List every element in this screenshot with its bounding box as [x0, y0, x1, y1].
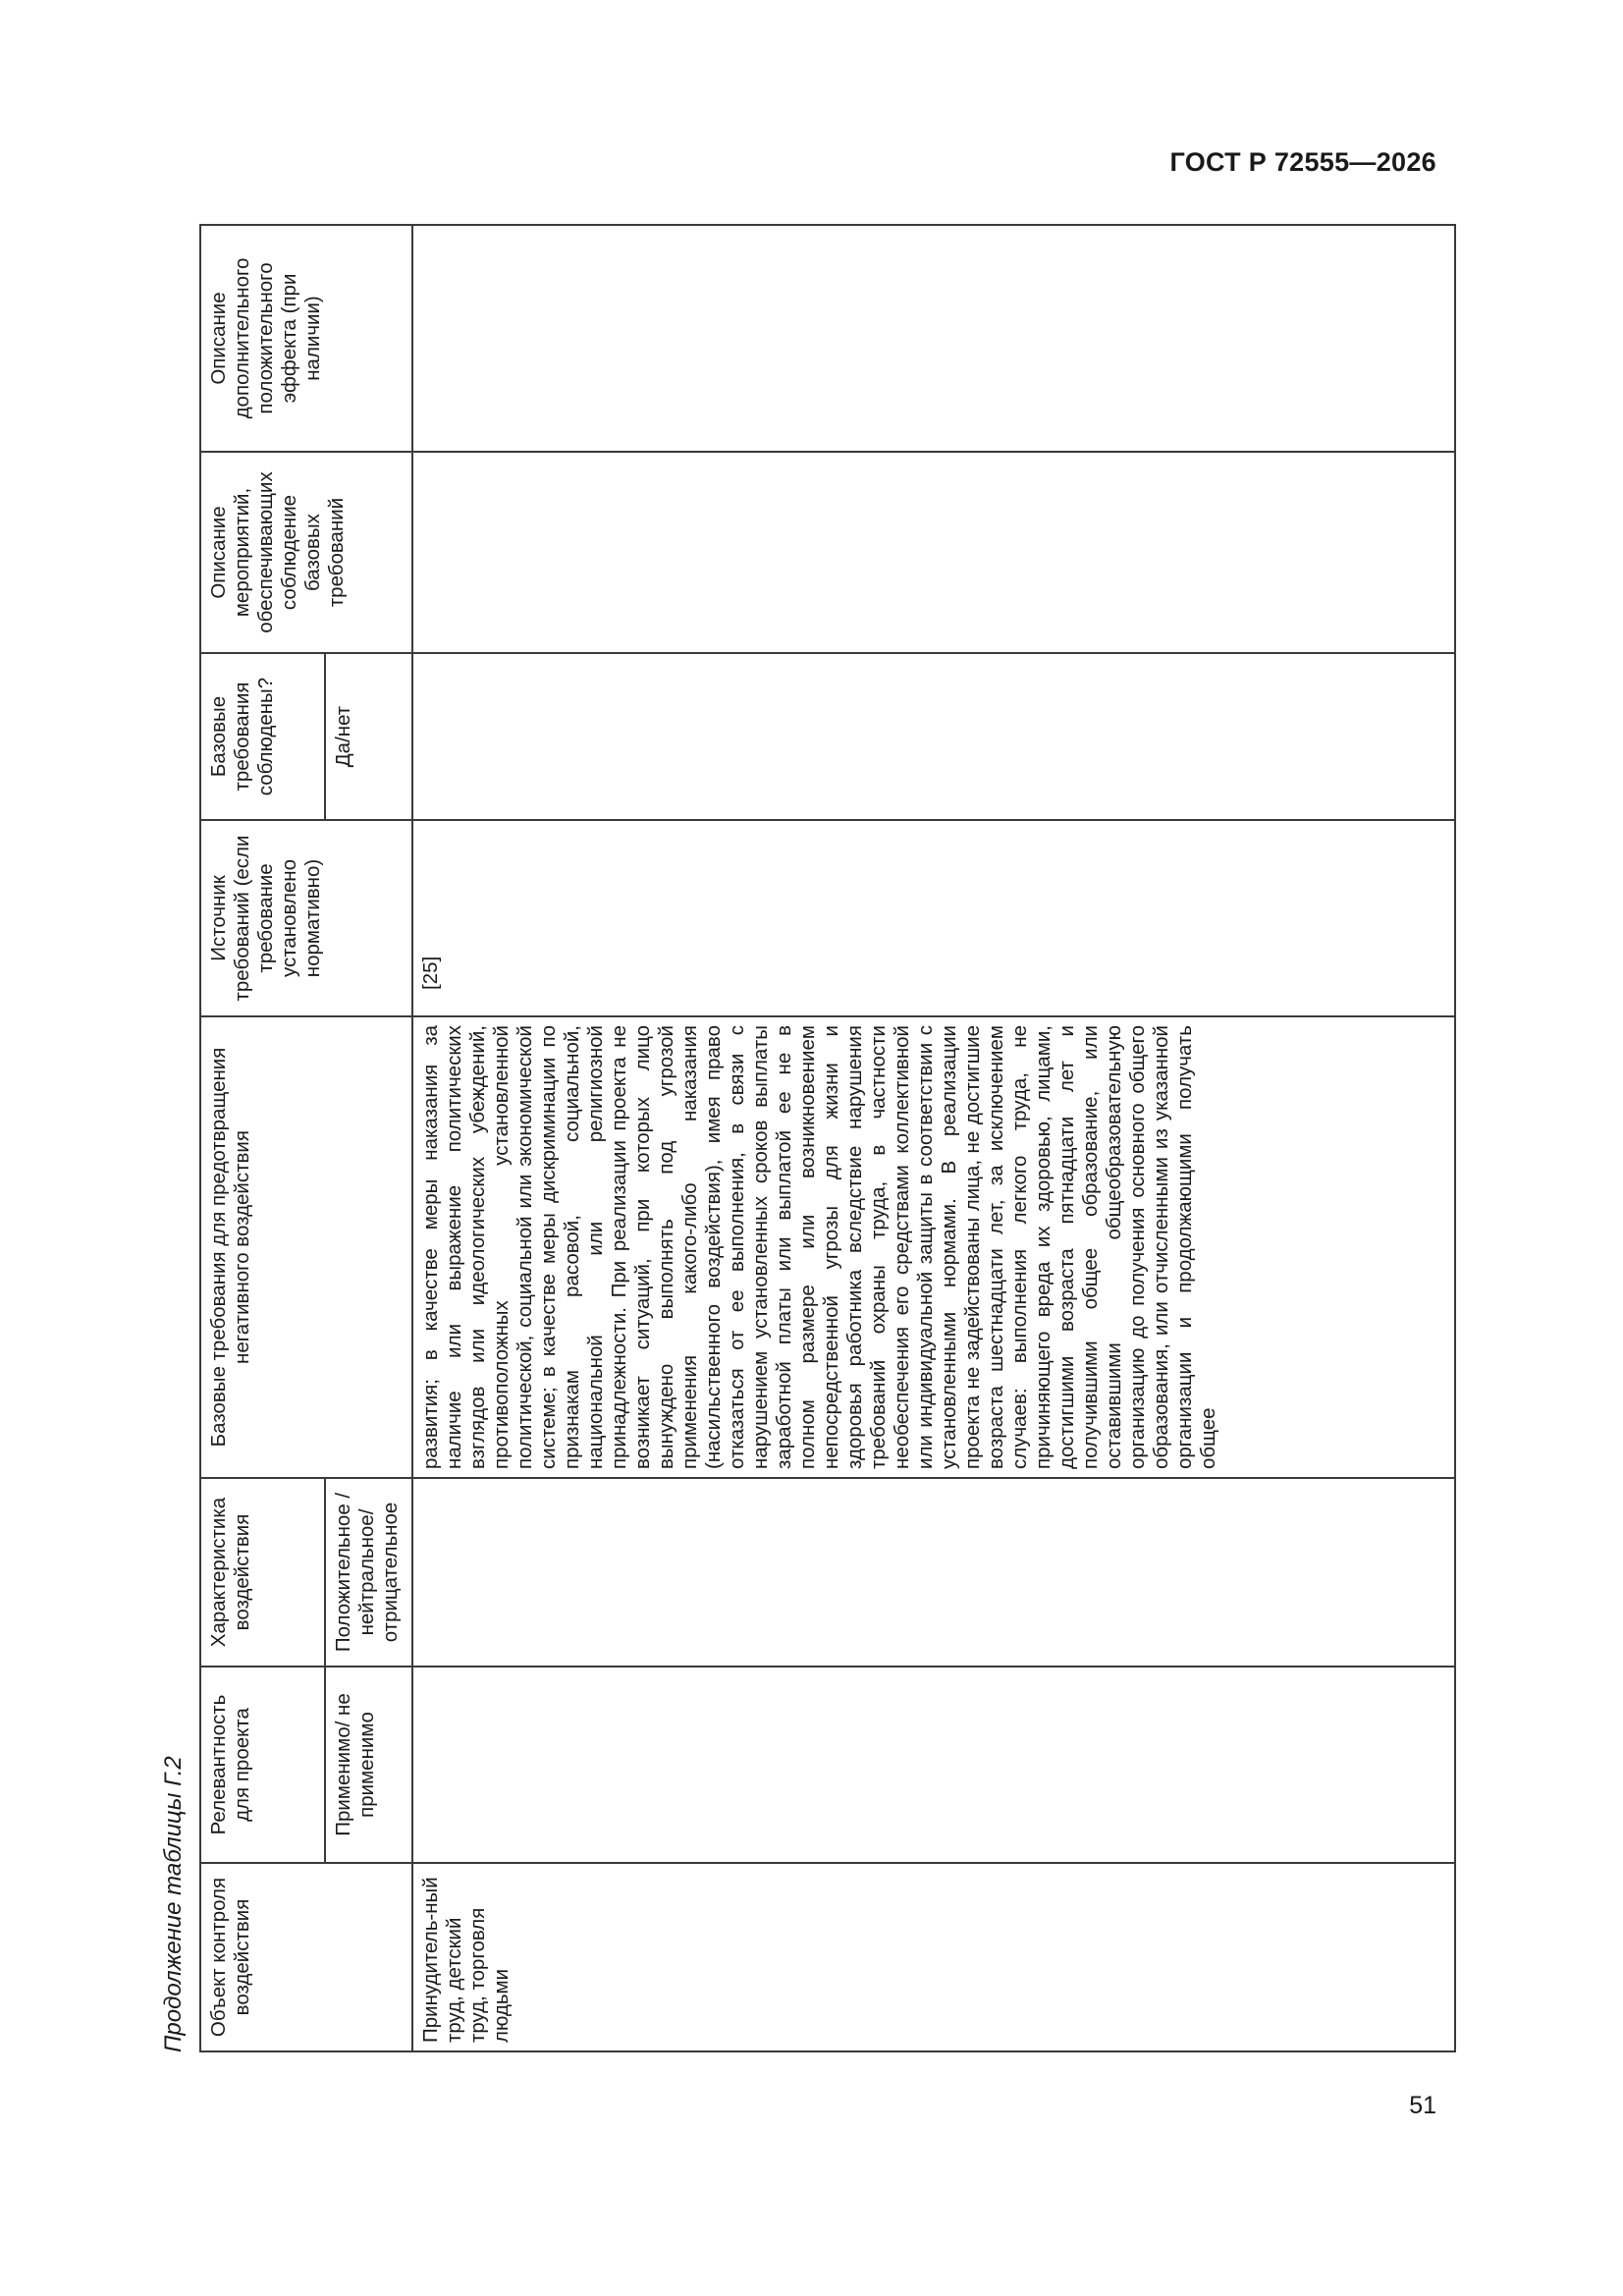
- cell-relevance: [412, 1667, 1455, 1863]
- header-object: Объект контроля воздействия: [200, 1863, 412, 2051]
- requirements-table: [199, 224, 1456, 2052]
- cell-met: [412, 653, 1455, 820]
- table-caption: Продолжение таблицы Г.2: [160, 1756, 187, 2052]
- document-code: ГОСТ Р 72555—2026: [1169, 147, 1436, 177]
- header-requirements: Базовые требования для предотвращения негативного воздействия: [200, 1016, 412, 1478]
- page-number: 51: [1409, 2092, 1436, 2119]
- table-row: [412, 225, 1455, 2051]
- cell-requirements: развития; в качестве меры наказания за наличие или выражение политических взглядов или идеологических убеждений, противоположных установленной политической, социальной или экономической системе; в качестве меры дискриминации по признакам расовой, социальной, национальной или религиозной принадлежности. При реализации проекта не возникает ситуаций, при которых лицо вынуждено выполнять под угрозой применения какого-либо наказания (насильственного воздействия), имея право отказаться от ее выполнения, в связи с нарушением установленных сроков выплаты заработной платы или выплатой ее не в полном размере или возникновением непосредственной угрозы для жизни и здоровья работника вследствие нарушения требований охраны труда, в частности необеспечения его средствами коллективной или индивидуальной защиты в соответствии с установленными нормами. В реализации проекта не задействованы лица, не достигшие возраста шестнадцати лет, за исключением случаев: выполнения легкого труда, не причиняющего вреда их здоровью, лицами, достигшими возраста пятнадцати лет и получившими общее образование, или оставившими общеобразовательную организацию до получения основного общего образования, или отчисленными из указанной организации и продолжающими получать общее: [412, 1016, 1455, 1478]
- subheader-met: Да/нет: [325, 653, 412, 820]
- header-source: Источник требований (если требование установлено нормативно): [200, 820, 412, 1016]
- landscape-content: [152, 39, 1419, 2062]
- cell-source: [25]: [412, 820, 1455, 1016]
- cell-character: [412, 1478, 1455, 1667]
- header-character: Характеристика воздействия: [200, 1478, 325, 1667]
- cell-effect: [412, 225, 1455, 452]
- header-effect: Описание дополнительного положительного эффекта (при наличии): [200, 225, 412, 452]
- header-measures: Описание мероприятий, обеспечивающих соблюдение базовых требований: [200, 452, 412, 653]
- subheader-character: Положительное /нейтральное/ отрицательное: [325, 1478, 412, 1667]
- header-met: Базовые требования соблюдены?: [200, 653, 325, 820]
- header-relevance: Релевантность для проекта: [200, 1667, 325, 1863]
- header-row: [200, 225, 325, 2051]
- cell-measures: [412, 452, 1455, 653]
- subheader-relevance: Применимо/ не применимо: [325, 1667, 412, 1863]
- cell-object: Принудитель-ный труд, детский труд, торговля людьми: [412, 1863, 1455, 2051]
